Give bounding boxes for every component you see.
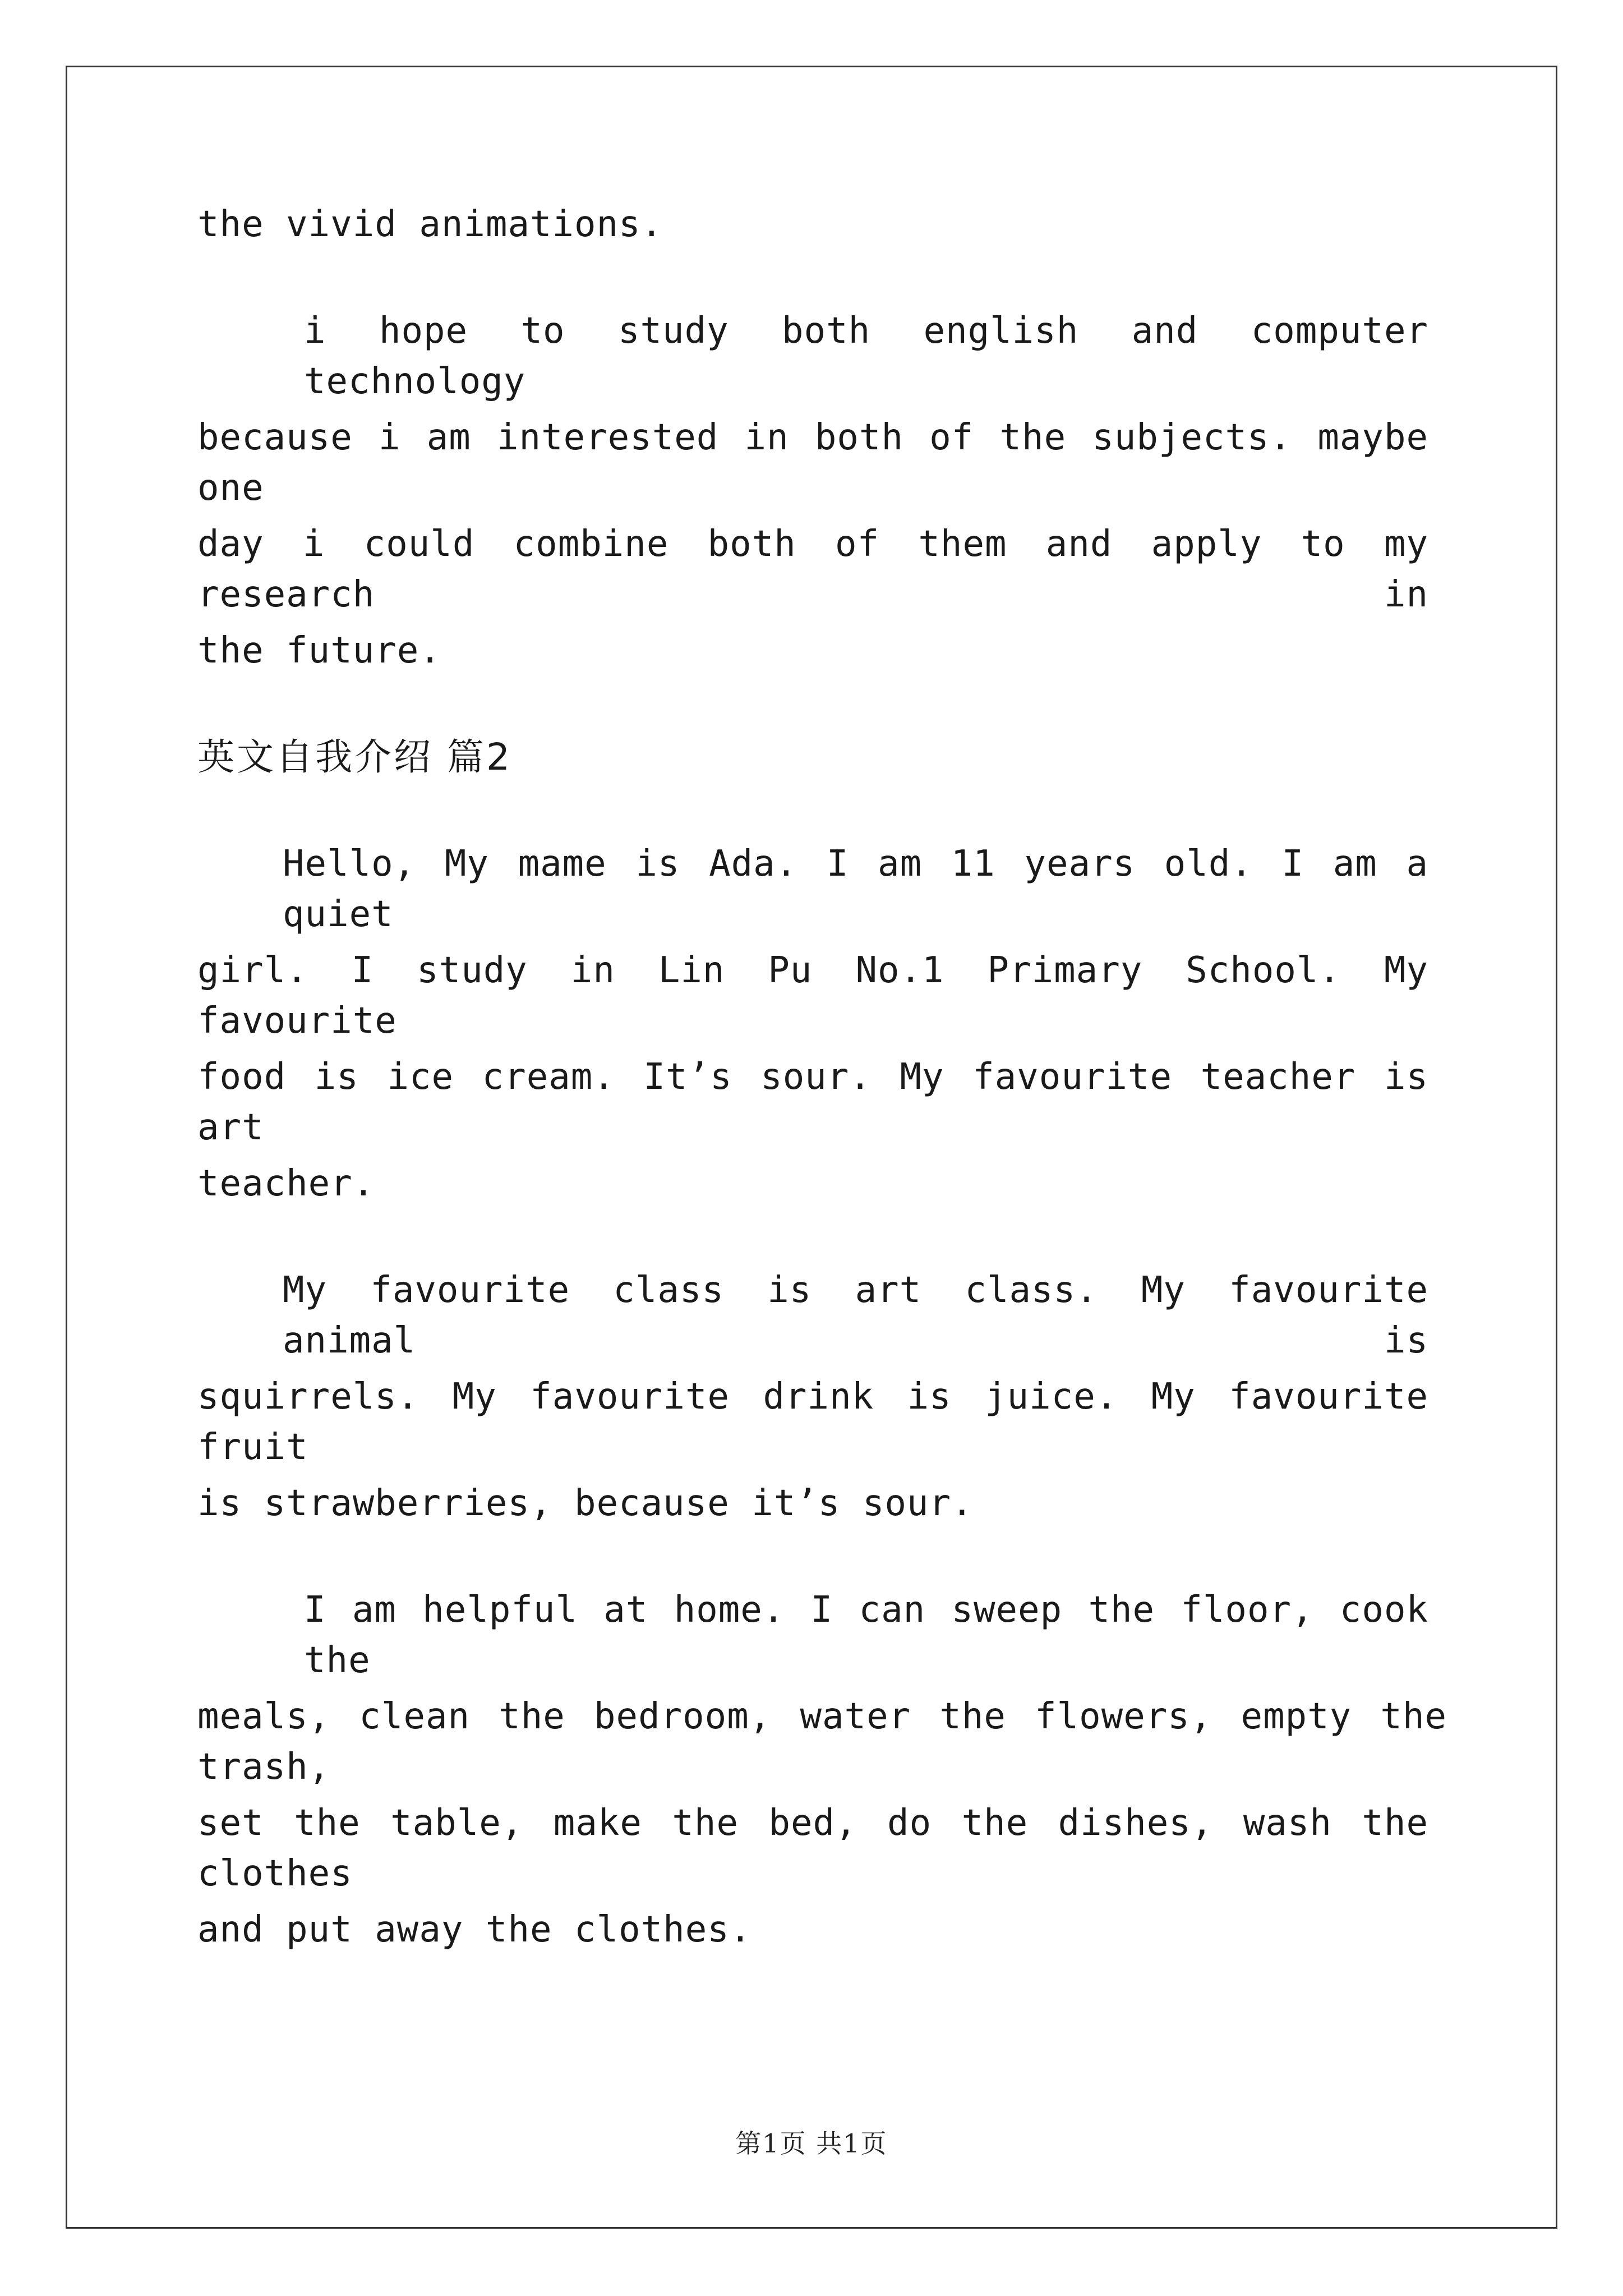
body-line: i hope to study both english and computer technology — [304, 310, 1428, 402]
body-line: the future. — [197, 630, 441, 671]
body-line: I am helpful at home. I can sweep the floor, cook the — [304, 1589, 1428, 1681]
body-line: food is ice cream. It’s sour. My favourite teacher is art — [197, 1056, 1428, 1148]
body-line: the vivid animations. — [197, 204, 663, 245]
body-line: Hello, My mame is Ada. I am 11 years old. I am a quiet — [283, 843, 1428, 935]
body-line: My favourite class is art class. My favourite animal is — [283, 1269, 1428, 1361]
page-number-footer: 第1页 共1页 — [735, 2128, 888, 2159]
body-line: because i am interested in both of the subjects. maybe one — [197, 417, 1428, 509]
body-line: day i could combine both of them and apply to my research in — [197, 523, 1428, 615]
body-line: teacher. — [197, 1163, 375, 1204]
body-line: girl. I study in Lin Pu No.1 Primary School. My favourite — [197, 950, 1428, 1042]
section-heading: 英文自我介绍 篇2 — [197, 735, 512, 779]
body-line: meals, clean the bedroom, water the flowers, empty the trash, — [197, 1696, 1447, 1788]
body-line: set the table, make the bed, do the dishes, wash the clothes — [197, 1802, 1428, 1894]
body-line: and put away the clothes. — [197, 1909, 752, 1950]
body-line: is strawberries, because it’s sour. — [197, 1483, 974, 1524]
body-line: squirrels. My favourite drink is juice. My favourite fruit — [197, 1376, 1428, 1468]
